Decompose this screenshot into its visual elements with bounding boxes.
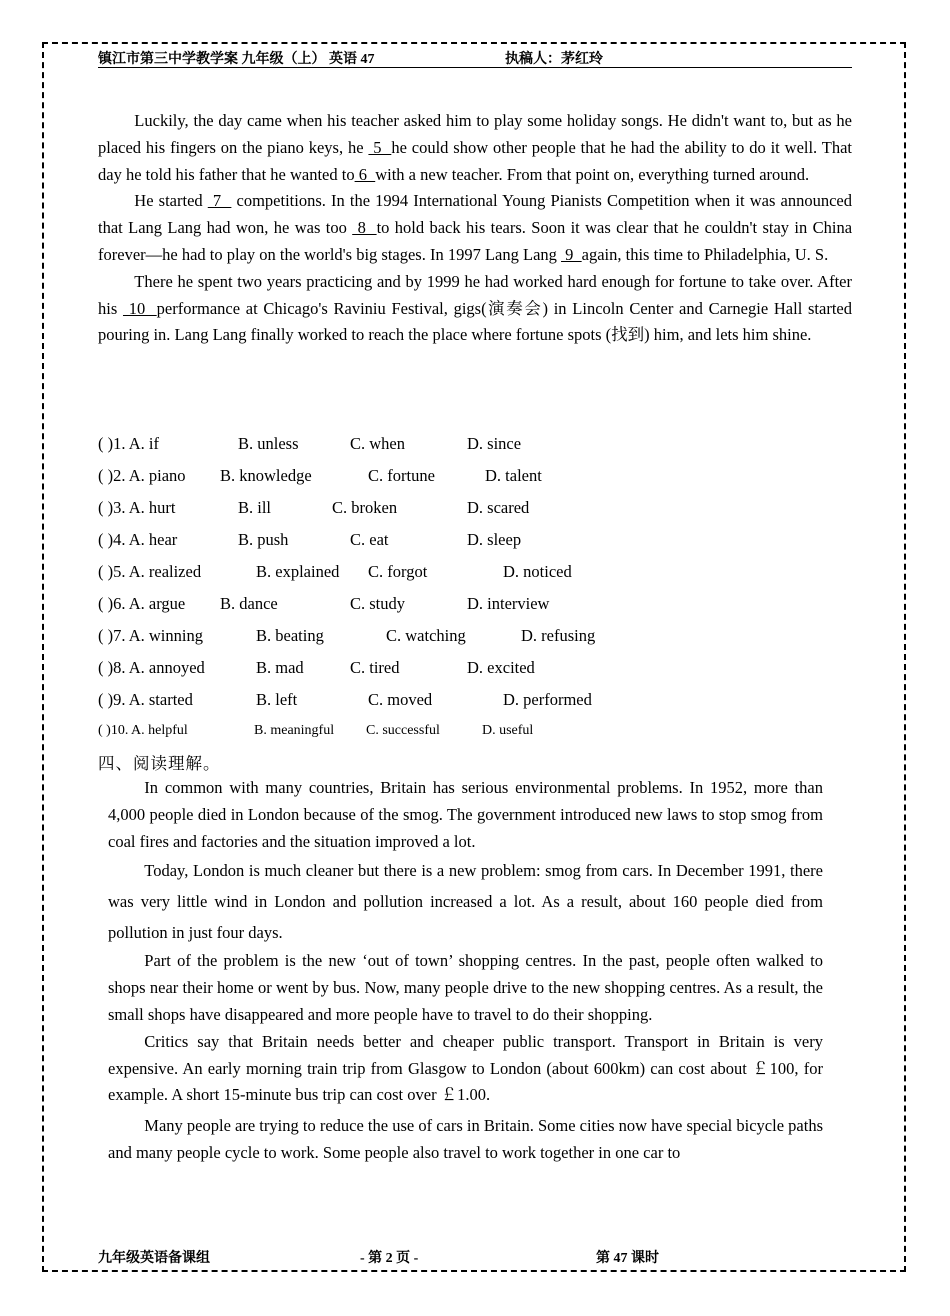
option-row-4: ( )4. A. hear B. push C. eat D. sleep (98, 530, 522, 549)
footer-group: 九年级英语备课组 (98, 1251, 210, 1266)
blank-7: 7 (207, 191, 232, 211)
option-row-10: ( )10. A. helpful B. meaningful C. successful D. useful (98, 723, 534, 738)
blank-6: 6 (354, 164, 376, 184)
page-header (98, 47, 852, 68)
reading-paragraph-1: In common with many countries, Britain has serious environmental problems. In 1952, more than 4,000 people died in London because of the smog. The government introduced new laws to stop smog from coal fires and factories and the situation improved a lot. (108, 778, 823, 851)
reading-paragraph-2: Today, London is much cleaner but there is a new problem: smog from cars. In December 1991, there was very little wind in London and pollution increased a lot. As a result, about 160 people died from pollution in just four days. (108, 861, 823, 943)
reading-paragraph-5: Many people are trying to reduce the use of cars in Britain. Some cities now have special bicycle paths and many people cycle to work. Some people also travel to work together in one car to (108, 1116, 823, 1162)
option-row-2: ( )2. A. piano B. knowledge C. fortune D. talent (98, 466, 542, 485)
reading-passage (108, 775, 823, 1167)
cloze-passage (98, 108, 852, 349)
footer-page-number: - 第 2 页 - (360, 1251, 419, 1266)
option-row-1: ( )1. A. if B. unless C. when D. since (98, 434, 522, 453)
blank-10: 10 (122, 298, 157, 318)
option-row-3: ( )3. A. hurt B. ill C. broken D. scared (98, 498, 530, 517)
blank-9: 9 (561, 244, 582, 264)
option-row-8: ( )8. A. annoyed B. mad C. tired D. excited (98, 658, 535, 677)
cloze-paragraph-2: He started 7 competitions. In the 1994 International Young Pianists Competition when it was announced that Lang Lang had won, he was too 8 to hold back his tears. Soon it was clear that he couldn't stay in China forever—he had to play on the world's big stages. In 1997 Lang Lang 9 again, this time to Philadelphia, U. S. (98, 191, 853, 264)
blank-8: 8 (352, 218, 377, 238)
cloze-paragraph-3: There he spent two years practicing and by 1999 he had worked hard enough for fortune to take over. After his 10 performance at Chicago's Raviniu Festival, gigs(演奏会) in Lincoln Center and Carnegie Hall started pouring in. Lang Lang finally worked to reach the place where fortune spots (找到) him, and lets him shine. (98, 271, 852, 345)
page-footer (98, 1247, 852, 1267)
footer-lesson: 第 47 课时 (596, 1251, 659, 1266)
cloze-paragraph-1: Luckily, the day came when his teacher asked him to play some holiday songs. He didn't want to, but as he placed his fingers on the piano keys, he 5 he could show other people that he had the ability to do it well. That day he told his father that he wanted to 6 with a new teacher. From that point on, everything turned around. (98, 111, 852, 184)
option-row-5: ( )5. A. realized B. explained C. forgot D. noticed (98, 562, 572, 581)
header-school: 镇江市第三中学教学案 九年级（上） 英语 47 (98, 52, 375, 67)
option-row-6: ( )6. A. argue B. dance C. study D. interview (98, 594, 550, 613)
reading-paragraph-4: Critics say that Britain needs better and cheaper public transport. Transport in Britain is very expensive. An early morning train trip from Glasgow to London (about 600km) can cost about ￡100, for example. A short 15-minute bus trip can cost over ￡1.00. (108, 1031, 823, 1105)
option-row-9: ( )9. A. started B. left C. moved D. performed (98, 690, 592, 709)
section-title-reading: 四、阅读理解。 (98, 754, 221, 773)
reading-paragraph-3: Part of the problem is the new ‘out of town’ shopping centres. In the past, people often walked to shops near their home or went by bus. Now, many people drive to the new shopping centres. As a result, the small shops have disappeared and more people have to travel to do their shopping. (108, 951, 823, 1024)
header-author: 执稿人：茅红玲 (505, 52, 603, 67)
option-row-7: ( )7. A. winning B. beating C. watching D. refusing (98, 626, 596, 645)
blank-5: 5 (368, 137, 392, 157)
